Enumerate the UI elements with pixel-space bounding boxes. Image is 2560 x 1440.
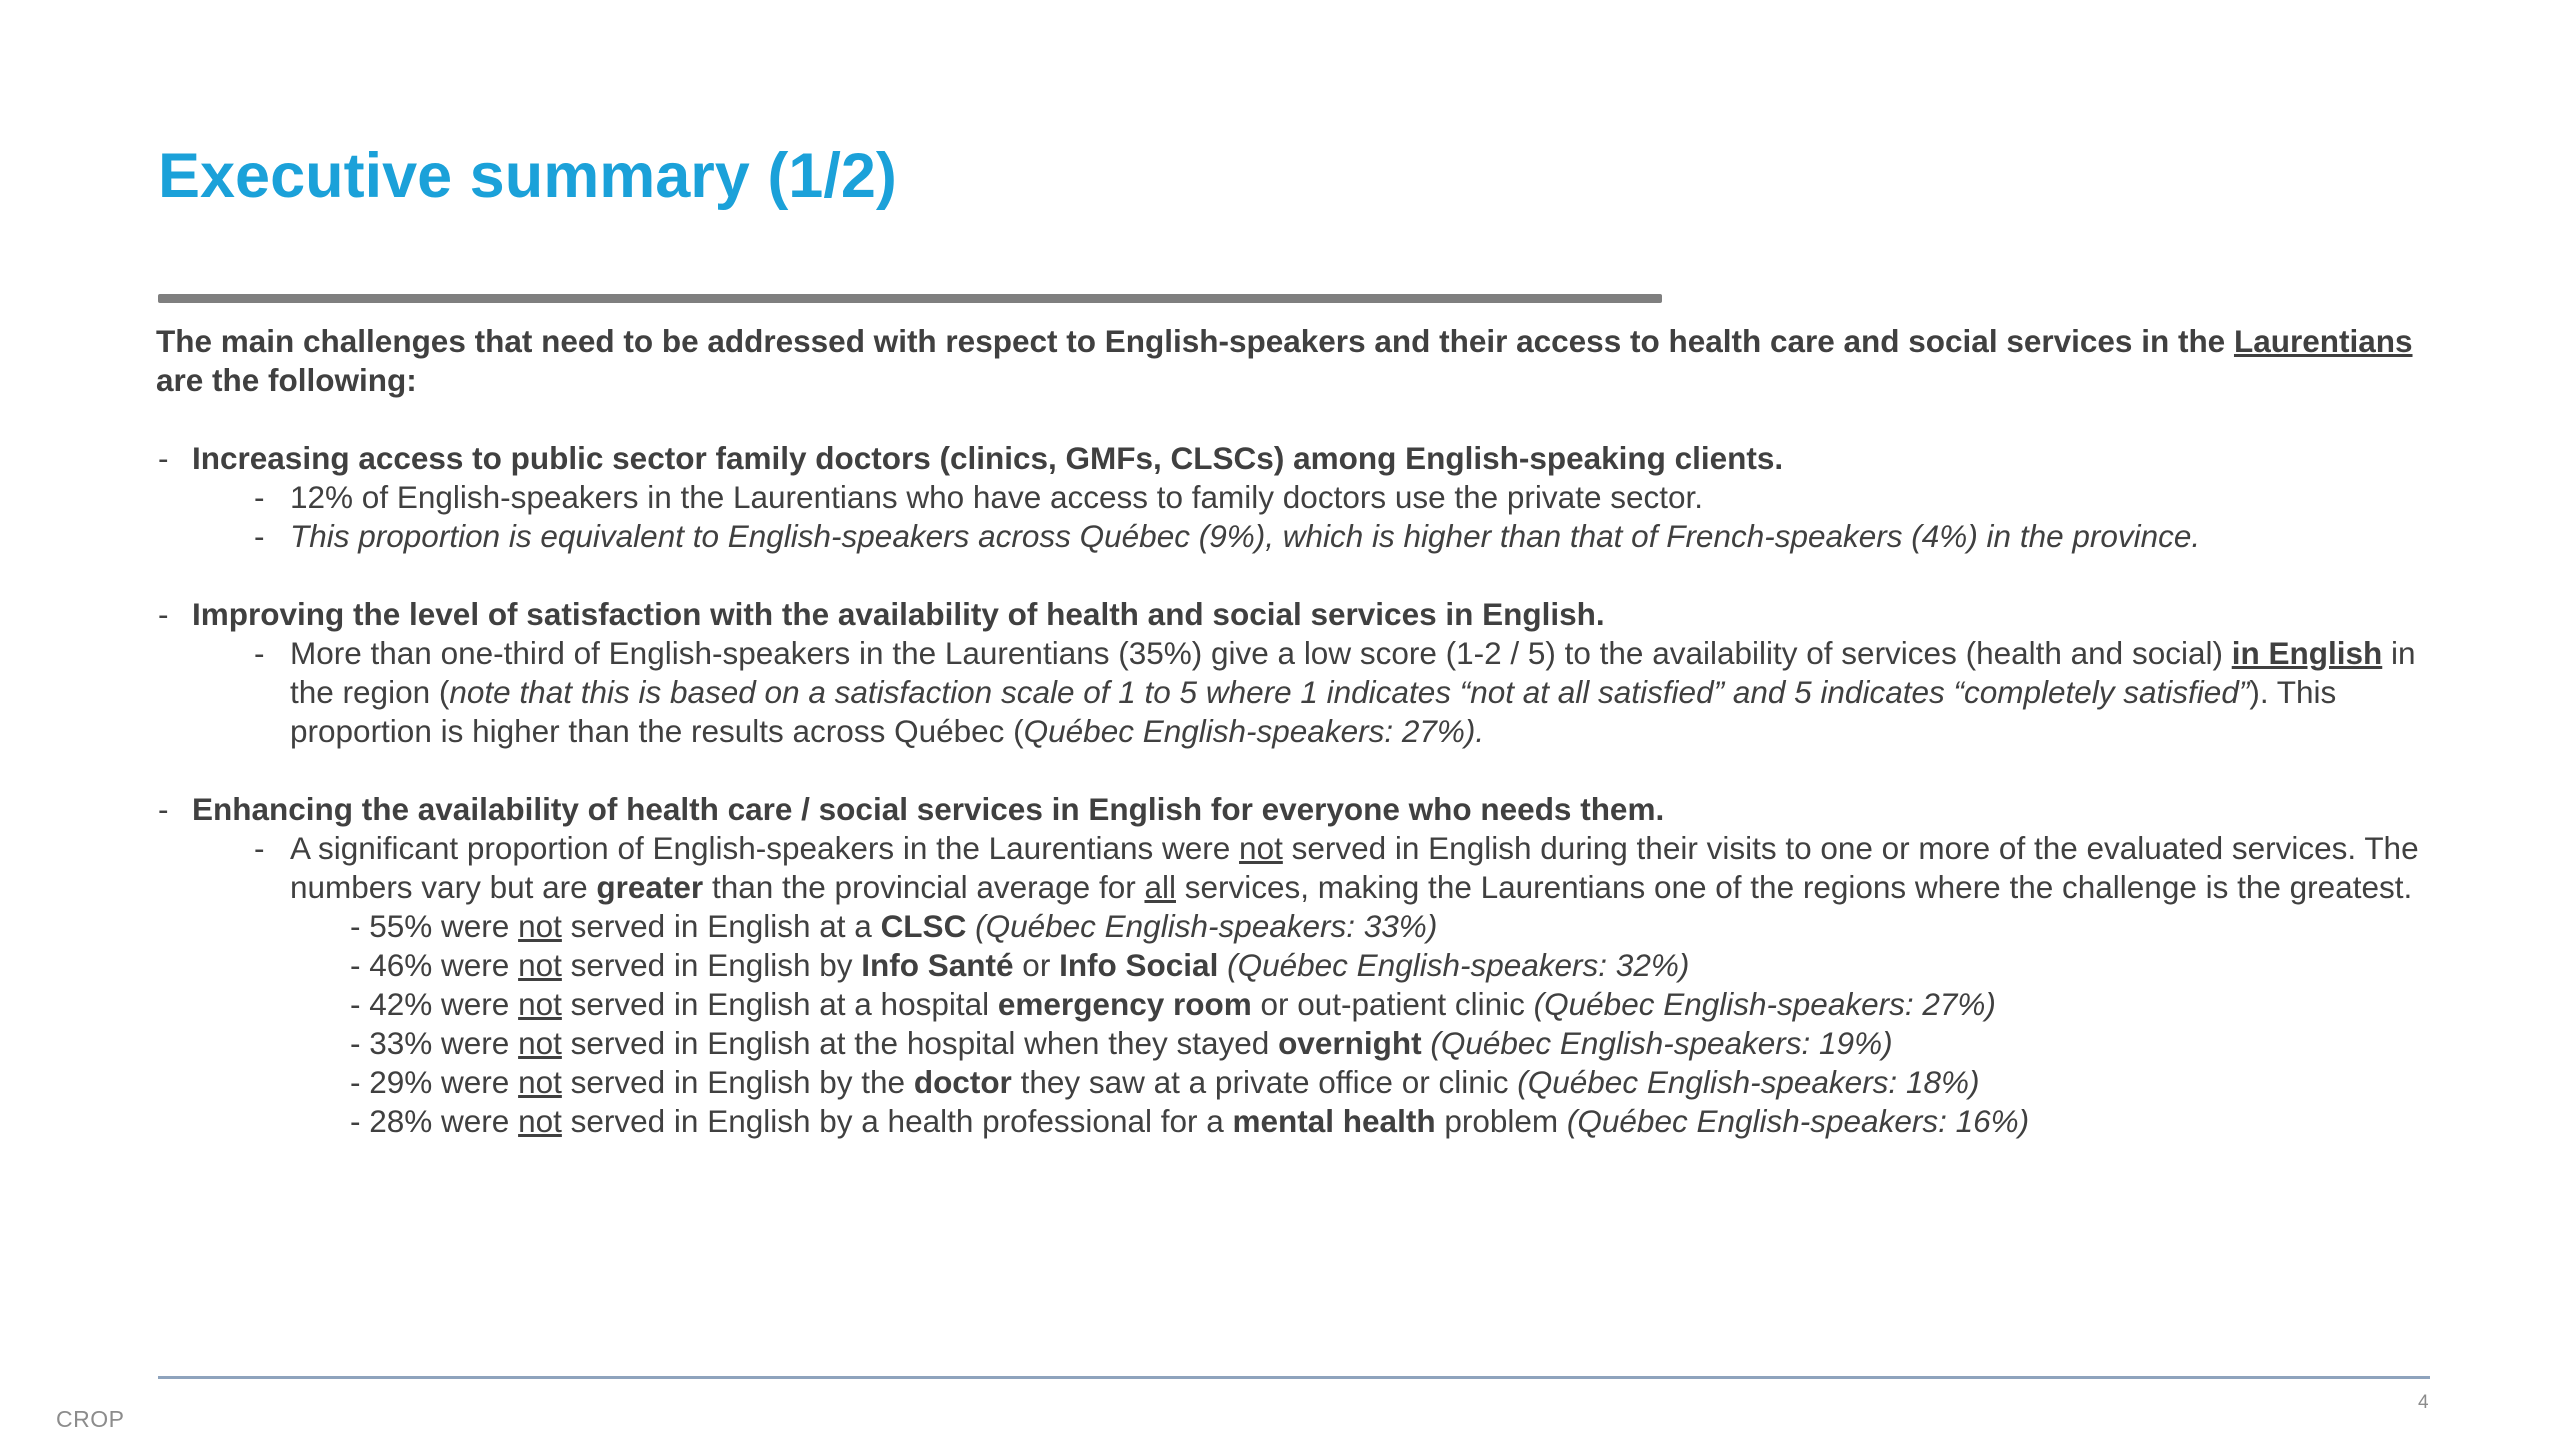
summary-body	[156, 322, 2436, 1141]
stat-mid: served in English by	[561, 947, 862, 983]
stat-key2-pre: or	[1013, 947, 1060, 983]
stat-mid: served in English by the	[561, 1064, 914, 1100]
stat-lead: - 46% were	[350, 947, 519, 983]
stat-neg: not	[518, 908, 562, 944]
stat-key2: Info Social	[1059, 947, 1219, 983]
stat-ref: (Québec English-speakers: 27%)	[1533, 986, 1996, 1022]
challenge-1-point-2-text: This proportion is equivalent to English-speakers across Québec (9%), which is higher than that of French-speakers (4%) in the province.	[290, 518, 2201, 554]
page-title: Executive summary (1/2)	[158, 141, 897, 211]
stat-ref: (Québec English-speakers: 33%)	[975, 908, 1438, 944]
service-stat-line	[156, 1024, 2436, 1063]
challenge-heading-3: Enhancing the availability of health care / social services in English for everyone who needs them.	[192, 791, 1665, 827]
stat-ref: (Québec English-speakers: 16%)	[1566, 1103, 2030, 1139]
stat-tail: or out-patient clinic	[1251, 986, 1525, 1022]
stat-neg: not	[518, 986, 562, 1022]
challenge-1-point-1-text: 12% of English-speakers in the Laurentians who have access to family doctors use the private sector.	[290, 479, 1704, 515]
quebec-reference: Québec English-speakers: 27%).	[1023, 713, 1485, 749]
stat-ref: (Québec English-speakers: 19%)	[1430, 1025, 1893, 1061]
stat-lead: - 42% were	[350, 986, 519, 1022]
page-number: 4	[2418, 1392, 2429, 1413]
intro-tail: are the following:	[156, 362, 417, 398]
stat-mid: served in English by a health professional for a	[561, 1103, 1233, 1139]
challenge-1-point-2	[156, 517, 2436, 556]
service-stat-line	[156, 1102, 2436, 1141]
service-stats-list	[156, 907, 2436, 1141]
text-run: served in English during their visits to one or more of the evaluated services. The numbers vary but are	[290, 830, 2419, 905]
scale-note: note that this is based on a satisfaction scale of 1 to 5 where 1 indicates “not at all satisfied” and 5 indicates “completely satisfied”	[449, 674, 2250, 710]
emphasis-in-english: in English	[2231, 635, 2383, 671]
text-run: than the provincial average for	[703, 869, 1145, 905]
stat-neg: not	[518, 1025, 562, 1061]
bullet-dash: -	[158, 596, 169, 632]
footer-divider	[158, 1376, 2430, 1379]
service-stat-line	[156, 1063, 2436, 1102]
stat-tail: they saw at a private office or clinic	[1011, 1064, 1509, 1100]
challenge-bullet-1	[156, 439, 2436, 478]
stat-neg: not	[518, 1103, 562, 1139]
intro-paragraph	[156, 322, 2436, 400]
challenge-3-point-1	[156, 829, 2436, 907]
text-run: A significant proportion of English-speakers in the Laurentians were	[290, 830, 1240, 866]
stat-key: Info Santé	[861, 947, 1014, 983]
intro-text: The main challenges that need to be addressed with respect to English-speakers and their access to health care and social services in the	[156, 323, 2234, 359]
service-stat-line	[156, 985, 2436, 1024]
emphasis-all: all	[1144, 869, 1176, 905]
footer-brand: CROP	[56, 1406, 125, 1432]
stat-neg: not	[518, 947, 562, 983]
stat-mid: served in English at a hospital	[561, 986, 998, 1022]
challenge-bullet-2	[156, 595, 2436, 634]
service-stat-line	[156, 946, 2436, 985]
text-run: ). This proportion is higher than the results across Québec (	[290, 674, 2337, 749]
bullet-dash: -	[158, 440, 169, 476]
challenge-heading-1: Increasing access to public sector family doctors (clinics, GMFs, CLSCs) among English-speaking clients.	[192, 440, 1784, 476]
stat-ref: (Québec English-speakers: 32%)	[1227, 947, 1690, 983]
bullet-dash: -	[158, 791, 169, 827]
stat-mid: served in English at a	[561, 908, 881, 944]
challenge-heading-2: Improving the level of satisfaction with the availability of health and social services in English.	[192, 596, 1605, 632]
sub-dash: -	[254, 830, 265, 866]
stat-key: mental health	[1232, 1103, 1436, 1139]
text-run: More than one-third of English-speakers in the Laurentians (35%) give a low score (1-2 / 5) to the availability of services (health and social)	[290, 635, 2232, 671]
stat-lead: - 33% were	[350, 1025, 519, 1061]
stat-neg: not	[518, 1064, 562, 1100]
text-run: in the region (	[290, 635, 2416, 710]
stat-key: doctor	[913, 1064, 1012, 1100]
emphasis-not: not	[1239, 830, 1283, 866]
intro-region: Laurentians	[2233, 323, 2413, 359]
stat-lead: - 28% were	[350, 1103, 519, 1139]
stat-key: CLSC	[880, 908, 967, 944]
text-run: services, making the Laurentians one of the regions where the challenge is the greatest.	[1175, 869, 2413, 905]
stat-mid: served in English at the hospital when they stayed	[561, 1025, 1279, 1061]
challenge-2-point-1	[156, 634, 2436, 751]
challenge-bullet-3	[156, 790, 2436, 829]
stat-tail: problem	[1435, 1103, 1559, 1139]
emphasis-greater: greater	[596, 869, 704, 905]
service-stat-line	[156, 907, 2436, 946]
stat-lead: - 55% were	[350, 908, 519, 944]
stat-ref: (Québec English-speakers: 18%)	[1517, 1064, 1980, 1100]
title-divider	[158, 294, 1662, 303]
sub-dash: -	[254, 518, 265, 554]
stat-lead: - 29% were	[350, 1064, 519, 1100]
stat-key: emergency room	[997, 986, 1252, 1022]
sub-dash: -	[254, 635, 265, 671]
stat-key: overnight	[1278, 1025, 1422, 1061]
challenge-1-point-1	[156, 478, 2436, 517]
sub-dash: -	[254, 479, 265, 515]
